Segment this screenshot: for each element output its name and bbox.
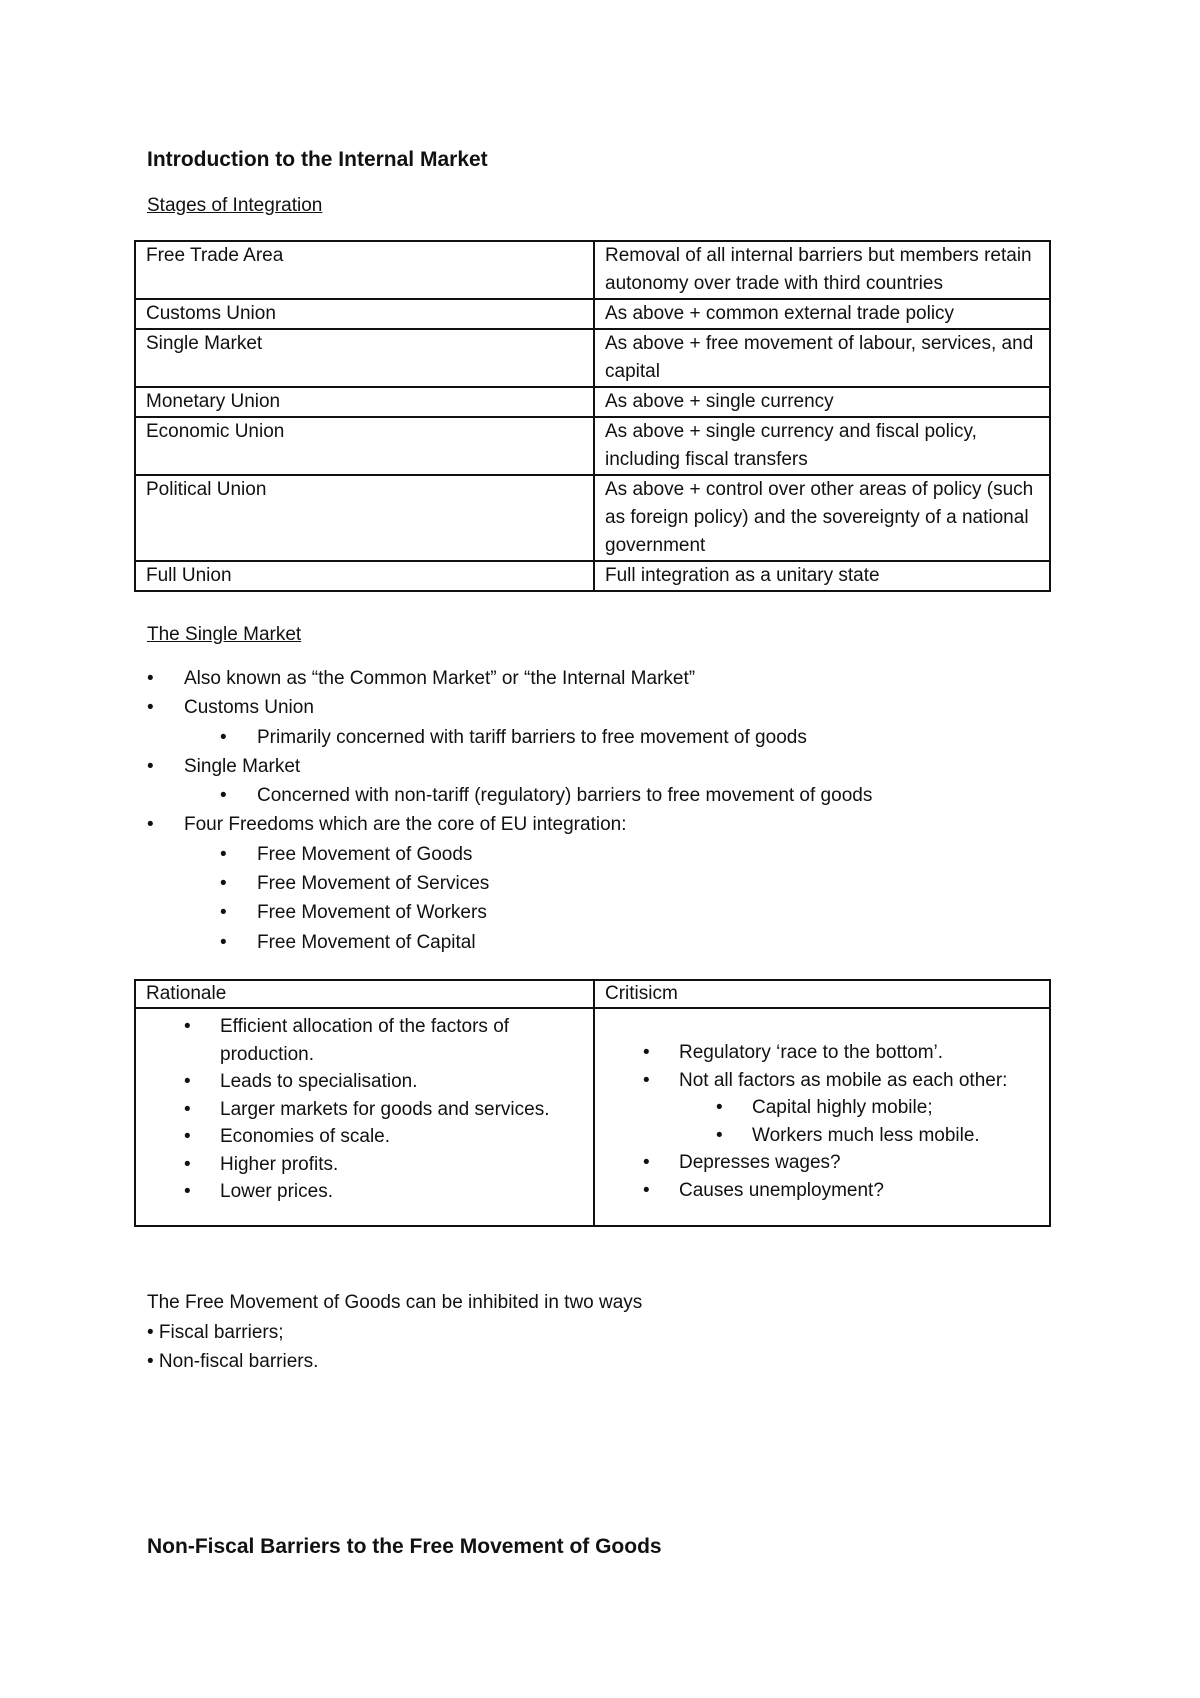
list-item: [184, 1096, 583, 1124]
bullet-icon: •: [184, 1126, 191, 1147]
list-item: [147, 664, 1047, 693]
list-item-text: Customs Union: [184, 697, 314, 719]
list-item-text: Economies of scale.: [220, 1126, 391, 1147]
bullet-icon: •: [220, 931, 227, 953]
criticism-cell: [594, 1008, 1050, 1226]
bullet-icon: •: [716, 1097, 723, 1118]
list-item-text: Free Movement of Goods: [257, 843, 473, 865]
table-row: [135, 475, 1050, 561]
stage-description: As above + single currency: [594, 387, 1050, 417]
stage-name: Free Trade Area: [135, 241, 594, 299]
bullet-icon: •: [643, 1042, 650, 1063]
rationale-list: [146, 1013, 583, 1206]
stages-table: [134, 240, 1051, 592]
list-item-text: Lower prices.: [220, 1181, 333, 1202]
bullet-icon: •: [184, 1016, 191, 1037]
stage-name: Political Union: [135, 475, 594, 561]
goods-intro: The Free Movement of Goods can be inhibited in two ways: [147, 1292, 643, 1313]
rationale-cell: [135, 1008, 594, 1226]
list-item: [220, 840, 1047, 869]
list-item: [147, 693, 1047, 752]
stage-name: Economic Union: [135, 417, 594, 475]
sub-list: [184, 840, 1047, 957]
list-item: [643, 1067, 1039, 1150]
list-item-text: Four Freedoms which are the core of EU integration:: [184, 814, 627, 836]
stage-description: Removal of all internal barriers but members retain autonomy over trade with third countries: [594, 241, 1050, 299]
table-row: [135, 387, 1050, 417]
list-item: [184, 1151, 583, 1179]
bullet-icon: •: [643, 1179, 650, 1201]
goods-way-item: • Non-fiscal barriers.: [147, 1351, 319, 1372]
goods-paragraph: [147, 1288, 1047, 1377]
bullet-icon: •: [184, 1098, 191, 1120]
list-item-text: Leads to specialisation.: [220, 1071, 418, 1092]
stage-description: Full integration as a unitary state: [594, 561, 1050, 591]
list-item-text: Efficient allocation of the factors of production.: [220, 1016, 510, 1065]
list-item-text: Not all factors as mobile as each other:: [679, 1069, 1008, 1091]
table-row: [135, 1008, 1050, 1226]
list-item-text: Regulatory ‘race to the bottom’.: [679, 1042, 944, 1063]
stages-heading: Stages of Integration: [147, 195, 323, 216]
bullet-icon: •: [220, 843, 227, 865]
list-item-text: Single Market: [184, 755, 301, 777]
rationale-criticism-table: [134, 979, 1051, 1227]
stage-name: Full Union: [135, 561, 594, 591]
list-item-text: Free Movement of Capital: [257, 931, 476, 953]
list-item: [643, 1039, 1039, 1067]
list-item: [716, 1094, 1039, 1122]
bullet-icon: •: [184, 1153, 191, 1175]
bullet-icon: •: [643, 1069, 650, 1091]
list-item: [184, 1068, 583, 1096]
list-item-text: Higher profits.: [220, 1153, 339, 1175]
list-item: [147, 752, 1047, 811]
list-item: [220, 869, 1047, 898]
rationale-header: Rationale: [135, 980, 594, 1008]
bullet-icon: •: [716, 1124, 723, 1146]
bullet-icon: •: [220, 785, 227, 807]
table-row: [135, 299, 1050, 329]
bullet-icon: •: [147, 814, 154, 836]
table-row: [135, 241, 1050, 299]
bullet-icon: •: [184, 1181, 191, 1202]
criticism-list: [605, 1039, 1039, 1204]
list-item-text: Larger markets for goods and services.: [220, 1098, 550, 1120]
single-market-heading: The Single Market: [147, 624, 302, 645]
list-item-text: Free Movement of Workers: [257, 902, 487, 924]
list-item-text: Capital highly mobile;: [752, 1097, 933, 1118]
stage-name: Monetary Union: [135, 387, 594, 417]
list-item: [643, 1177, 1039, 1205]
single-market-list: [147, 664, 1047, 957]
bullet-icon: •: [147, 668, 154, 689]
sub-list: [184, 723, 1047, 752]
list-item-text: Depresses wages?: [679, 1152, 841, 1173]
bullet-icon: •: [643, 1152, 650, 1173]
bullet-icon: •: [184, 1071, 191, 1092]
bullet-icon: •: [220, 726, 227, 748]
list-item: [220, 781, 1047, 810]
list-item: [716, 1122, 1039, 1150]
list-item: [184, 1013, 583, 1068]
list-item-text: Primarily concerned with tariff barriers to free movement of goods: [257, 726, 807, 748]
list-item: [643, 1149, 1039, 1177]
stage-name: Customs Union: [135, 299, 594, 329]
goods-way-item: • Fiscal barriers;: [147, 1321, 284, 1343]
section-title: Non-Fiscal Barriers to the Free Movement of Goods: [147, 1535, 662, 1558]
criticism-header: Critisicm: [594, 980, 1050, 1008]
table-header-row: [135, 980, 1050, 1008]
bullet-icon: •: [147, 755, 154, 777]
list-item-text: Concerned with non-tariff (regulatory) barriers to free movement of goods: [257, 785, 873, 807]
bullet-icon: •: [220, 873, 227, 895]
list-item-text: Also known as “the Common Market” or “the Internal Market”: [184, 668, 696, 689]
list-item-text: Causes unemployment?: [679, 1179, 884, 1201]
list-item: [147, 810, 1047, 956]
list-item: [220, 898, 1047, 927]
table-row: [135, 561, 1050, 591]
stage-description: As above + control over other areas of policy (such as foreign policy) and the sovereignty of a national government: [594, 475, 1050, 561]
bullet-icon: •: [147, 697, 154, 719]
bullet-icon: •: [220, 902, 227, 924]
sub-list: [679, 1094, 1039, 1149]
table-row: [135, 417, 1050, 475]
list-item: [184, 1123, 583, 1151]
stage-description: As above + common external trade policy: [594, 299, 1050, 329]
table-row: [135, 329, 1050, 387]
list-item-text: Workers much less mobile.: [752, 1124, 980, 1146]
list-item: [220, 928, 1047, 957]
stage-description: As above + single currency and fiscal policy, including fiscal transfers: [594, 417, 1050, 475]
sub-list: [184, 781, 1047, 810]
stage-description: As above + free movement of labour, services, and capital: [594, 329, 1050, 387]
list-item-text: Free Movement of Services: [257, 873, 490, 895]
list-item: [220, 723, 1047, 752]
list-item: [184, 1178, 583, 1206]
stage-name: Single Market: [135, 329, 594, 387]
page-title: Introduction to the Internal Market: [147, 148, 488, 171]
